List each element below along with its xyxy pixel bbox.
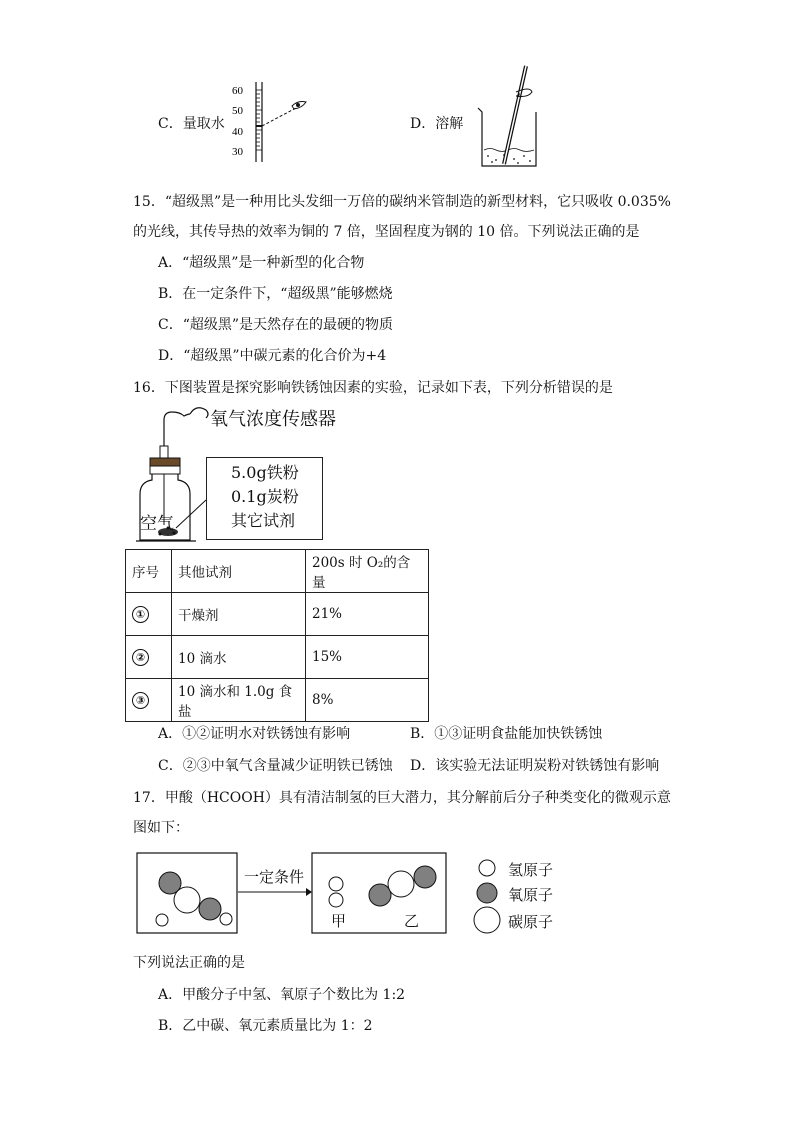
- header-cell: 其他试剂: [172, 550, 306, 593]
- beaker-stirring-figure: [470, 62, 550, 170]
- reaction-micro-diagram: [136, 852, 448, 936]
- sensor-label: 氧气浓度传感器: [210, 409, 336, 430]
- q15-option-d: D．“超级黑”中碳元素的化合价为+4: [158, 348, 387, 364]
- o2-cell: 15%: [306, 636, 429, 679]
- q17-option-a: A．甲酸分子中氢、氧原子个数比为 1:2: [158, 987, 406, 1003]
- o2-cell: 21%: [306, 593, 429, 636]
- legend-oxygen: 氧原子: [508, 886, 554, 904]
- arrow-label: 一定条件: [244, 868, 305, 886]
- row-number-cell: [126, 636, 172, 679]
- product-jia-label: 甲: [331, 912, 347, 930]
- hydrogen-atom-icon: [479, 860, 495, 876]
- tick-label: 40: [232, 126, 243, 138]
- q16-option-b: B．①③证明食盐能加快铁锈蚀: [410, 726, 603, 742]
- q15-stem-line2: 的光线，其传导热的效率为铜的 7 倍，坚固程度为钢的 10 倍。下列说法正确的是: [133, 224, 640, 240]
- row-number: ③: [132, 692, 149, 709]
- formic-acid-molecule: [156, 872, 232, 926]
- o2-cell: 8%: [306, 679, 429, 722]
- carbon-dioxide-molecule: [369, 866, 436, 906]
- q17-stem-line1: 17．甲酸（HCOOH）具有清洁制氢的巨大潜力，其分解前后分子种类变化的微观示意: [133, 790, 671, 806]
- q17-stem-line2: 图如下：: [133, 820, 189, 836]
- oxygen-atom-icon: [477, 883, 497, 903]
- air-label: 空气: [140, 514, 174, 534]
- reagent-cell: 干燥剂: [172, 593, 306, 636]
- product-yi-label: 乙: [404, 912, 420, 930]
- q17-question: 下列说法正确的是: [133, 955, 245, 971]
- row-number: ②: [132, 649, 149, 666]
- carbon-atom-icon: [474, 907, 500, 933]
- reagent-other: 其它试剂: [231, 511, 296, 530]
- reagent-iron: 5.0g铁粉: [231, 463, 299, 482]
- eye-icon: [292, 102, 306, 110]
- q15-stem-line1: 15．“超级黑”是一种用比头发细一万倍的碳纳米管制造的新型材料，它只吸收 0.035%: [133, 194, 671, 210]
- header-cell: 200s 时 O₂的含量: [306, 550, 429, 593]
- tick-label: 60: [232, 85, 243, 97]
- q16-option-d: D．该实验无法证明炭粉对铁锈蚀有影响: [410, 758, 660, 774]
- reagent-box: [206, 457, 323, 540]
- graduated-cylinder-figure: [222, 78, 322, 164]
- row-number-cell: [126, 593, 172, 636]
- legend-hydrogen: 氢原子: [508, 861, 554, 879]
- q15-option-c: C．“超级黑”是天然存在的最硬的物质: [158, 317, 394, 333]
- experiment-table: [125, 549, 429, 722]
- q17-option-b: B．乙中碳、氧元素质量比为 1：2: [158, 1018, 373, 1034]
- row-number-cell: [126, 679, 172, 722]
- header-cell: 序号: [126, 550, 172, 593]
- q15-option-b: B．在一定条件下，“超级黑”能够燃烧: [158, 286, 393, 302]
- row-number: ①: [132, 606, 149, 623]
- hydrogen-molecule: [329, 877, 343, 907]
- q16-option-c: C．②③中氧气含量减少证明铁已锈蚀: [158, 758, 393, 774]
- table-row: [126, 636, 429, 679]
- reagent-cell: 10 滴水: [172, 636, 306, 679]
- q16-stem: 16．下图装置是探究影响铁锈蚀因素的实验，记录如下表，下列分析错误的是: [133, 380, 613, 396]
- reagent-cell: 10 滴水和 1.0g 食盐: [172, 679, 306, 722]
- tick-label: 50: [232, 105, 243, 117]
- q16-option-a: A．①②证明水对铁锈蚀有影响: [158, 726, 351, 742]
- tick-label: 30: [232, 146, 243, 158]
- reagent-carbon: 0.1g炭粉: [231, 487, 299, 506]
- option-d-label: D．溶解: [410, 116, 464, 132]
- table-header-row: [126, 550, 429, 593]
- table-row: [126, 679, 429, 722]
- legend-carbon: 碳原子: [508, 913, 554, 931]
- atom-legend-icons: [472, 856, 502, 936]
- q15-option-a: A．“超级黑”是一种新型的化合物: [158, 255, 365, 271]
- table-row: [126, 593, 429, 636]
- option-c-label: C．量取水: [158, 116, 225, 132]
